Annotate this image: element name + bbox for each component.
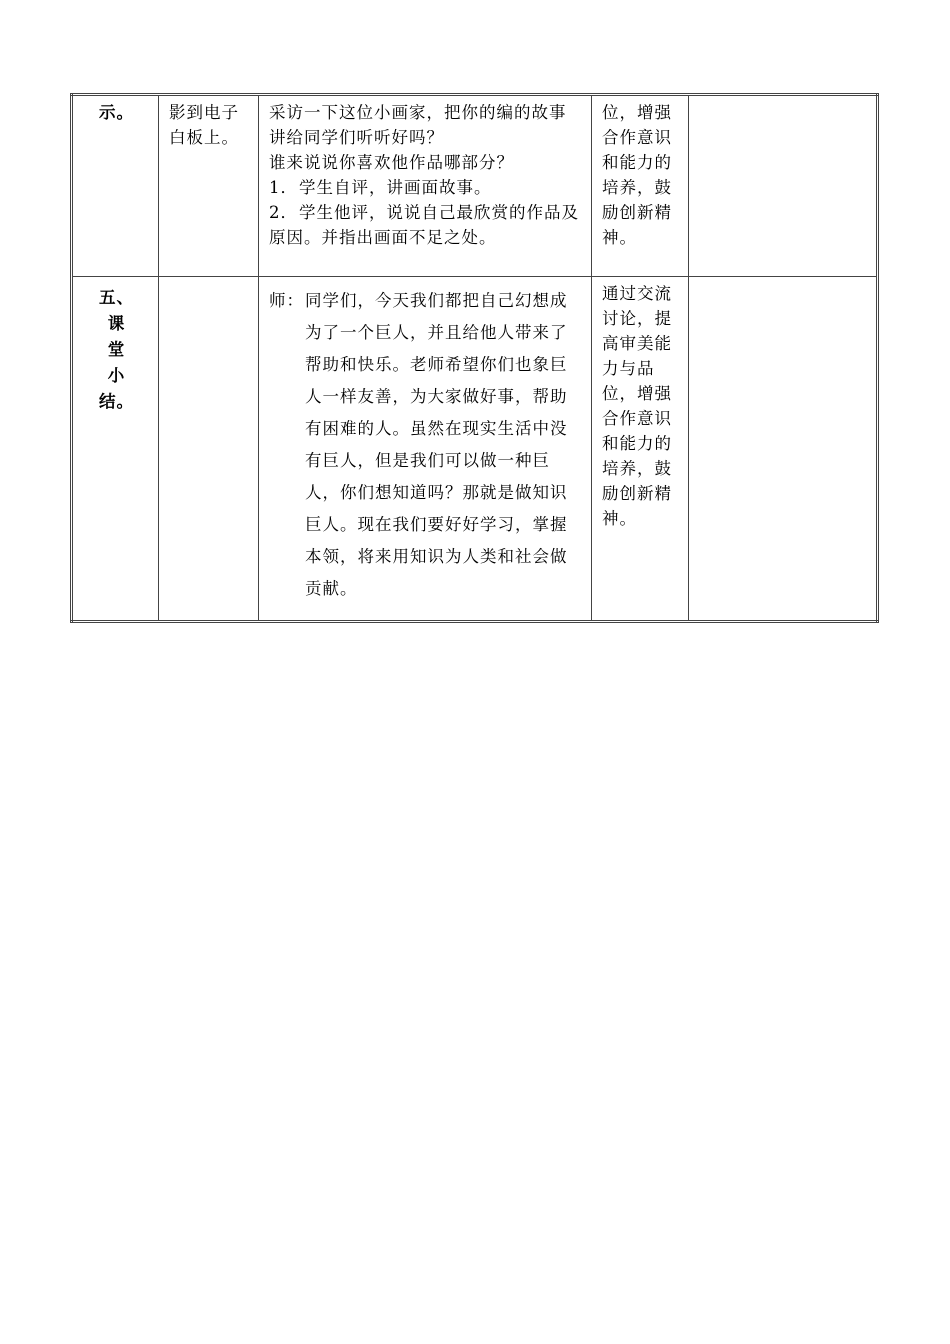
list-number: 2． xyxy=(269,203,298,222)
list-text: 学生他评，说说自己最欣赏的作品及原因。并指出画面不足之处。 xyxy=(269,203,579,247)
list-text: 学生自评，讲画面故事。 xyxy=(299,178,492,197)
goal-text: 位，增强合作意识和能力的培养，鼓励创新精神。 xyxy=(602,103,672,247)
list-item xyxy=(269,200,583,250)
list-item xyxy=(269,175,583,200)
speech-text: 同学们，今天我们都把自己幻想成为了一个巨人，并且给他人带来了帮助和快乐。老师希望你们也象巨人一样友善，为大家做好事，帮助有困难的人。虽然在现实生活中没有巨人，但是我们可以做一种巨人，你们想知道吗？那就是做知识巨人。现在我们要好好学习，掌握本领，将来用知识为人类和社会做贡献。 xyxy=(305,291,568,598)
goal-cell xyxy=(592,95,689,277)
stage-cell xyxy=(72,277,159,622)
stage-line: 示。 xyxy=(99,103,134,122)
content-cell xyxy=(259,95,592,277)
speaker-label: 师： xyxy=(269,291,304,310)
notes-cell xyxy=(689,95,878,277)
stage-line: 五、 xyxy=(99,288,134,307)
goal-text: 通过交流讨论，提高审美能力与品位，增强合作意识和能力的培养，鼓励创新精神。 xyxy=(602,284,672,528)
stage-line: 小 xyxy=(107,366,126,385)
content-paragraph: 谁来说说你喜欢他作品哪部分？ xyxy=(269,153,514,172)
list-number: 1． xyxy=(269,178,298,197)
stage-label xyxy=(83,100,150,125)
stage-line: 堂 xyxy=(107,340,126,359)
stage-line: 结。 xyxy=(99,392,134,411)
table-row xyxy=(72,277,878,622)
table-row xyxy=(72,95,878,277)
content-paragraph: 采访一下这位小画家，把你的编的故事讲给同学们听听好吗？ xyxy=(269,103,567,147)
goal-cell xyxy=(592,277,689,622)
teacher-speech xyxy=(269,281,583,605)
lesson-plan-table xyxy=(70,93,879,623)
stage-cell xyxy=(72,95,159,277)
stage-label xyxy=(83,281,150,415)
stage-line: 课 xyxy=(107,314,126,333)
content-cell xyxy=(259,277,592,622)
method-cell xyxy=(159,277,259,622)
notes-cell xyxy=(689,277,878,622)
method-text: 影到电子白板上。 xyxy=(169,103,239,147)
method-cell xyxy=(159,95,259,277)
